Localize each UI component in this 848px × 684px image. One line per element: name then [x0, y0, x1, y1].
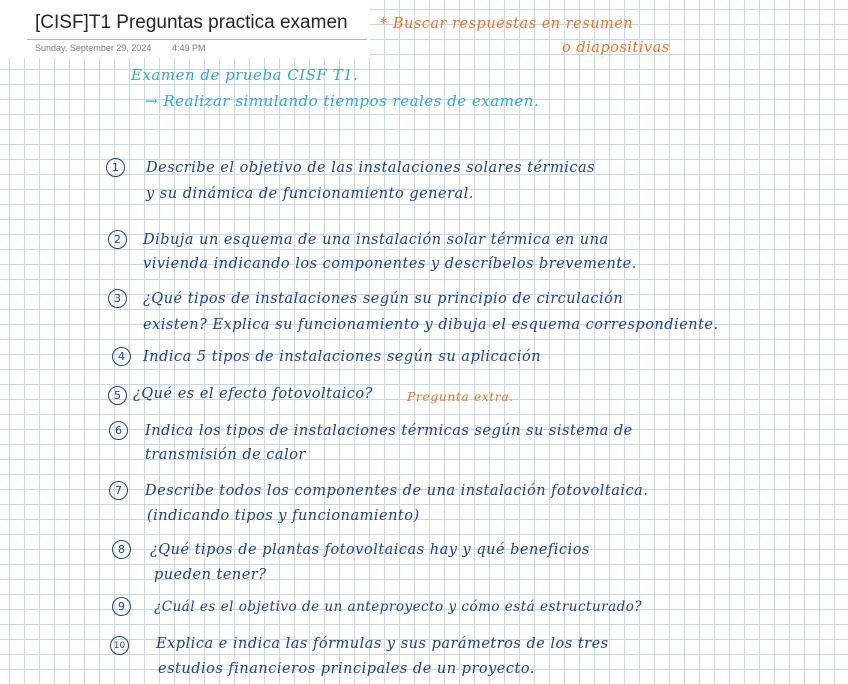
question-2-line-2: vivienda indicando los componentes y descríbelos brevemente.	[143, 256, 637, 272]
title-area	[0, 0, 370, 58]
question-9-line-1: ¿Cuál es el objetivo de un anteproyecto y cómo está estructurado?	[154, 599, 643, 615]
question-number-badge: 4	[112, 347, 131, 366]
question-10-line-1: Explica e indica las fórmulas y sus parámetros de los tres	[156, 636, 609, 652]
question-number-badge: 8	[112, 540, 131, 559]
question-1-line-1: Describe el objetivo de las instalaciones solares térmicas	[146, 160, 596, 176]
question-number-badge: 2	[108, 230, 127, 249]
question-6-line-1: Indica los tipos de instalaciones térmicas según su sistema de	[145, 423, 633, 439]
question-2-line-1: Dibuja un esquema de una instalación solar térmica en una	[143, 232, 609, 248]
question-6-line-2: transmisión de calor	[145, 447, 306, 463]
question-1-line-2: y su dinámica de funcionamiento general.	[146, 186, 474, 202]
question-4-line-1: Indica 5 tipos de instalaciones según su aplicación	[143, 349, 542, 365]
note-line-2: o diapositivas	[562, 40, 670, 56]
question-number-badge: 1	[106, 158, 125, 177]
page-time: 4:49 PM	[172, 43, 206, 53]
question-7-line-2: (indicando tipos y funcionamiento)	[147, 508, 420, 524]
question-5-line-1: ¿Qué es el efecto fotovoltaico?	[133, 386, 373, 402]
question-3-line-1: ¿Qué tipos de instalaciones según su principio de circulación	[143, 291, 624, 307]
title-divider	[27, 39, 367, 40]
exam-subheading: → Realizar simulando tiempos reales de examen.	[145, 92, 540, 110]
question-number-badge: 5	[108, 386, 127, 405]
extra-question-tag: Pregunta extra.	[407, 389, 514, 404]
exam-heading: Examen de prueba CISF T1.	[131, 66, 359, 84]
question-7-line-1: Describe todos los componentes de una instalación fotovoltaica.	[145, 483, 649, 499]
note-line-1: * Buscar respuestas en resumen	[380, 16, 634, 32]
question-10-line-2: estudios financieros principales de un proyecto.	[158, 661, 535, 677]
page-title[interactable]: [CISF]T1 Preguntas practica examen	[35, 12, 348, 33]
question-3-line-2: existen? Explica su funcionamiento y dibuja el esquema correspondiente.	[143, 317, 719, 333]
question-number-badge: 10	[110, 636, 129, 655]
question-8-line-2: pueden tener?	[154, 567, 267, 583]
question-number-badge: 7	[109, 481, 128, 500]
question-number-badge: 3	[108, 289, 127, 308]
page-date: Sunday, September 29, 2024	[35, 43, 152, 53]
question-number-badge: 6	[109, 421, 128, 440]
question-8-line-1: ¿Qué tipos de plantas fotovoltaicas hay y qué beneficios	[150, 542, 590, 558]
question-number-badge: 9	[112, 597, 131, 616]
